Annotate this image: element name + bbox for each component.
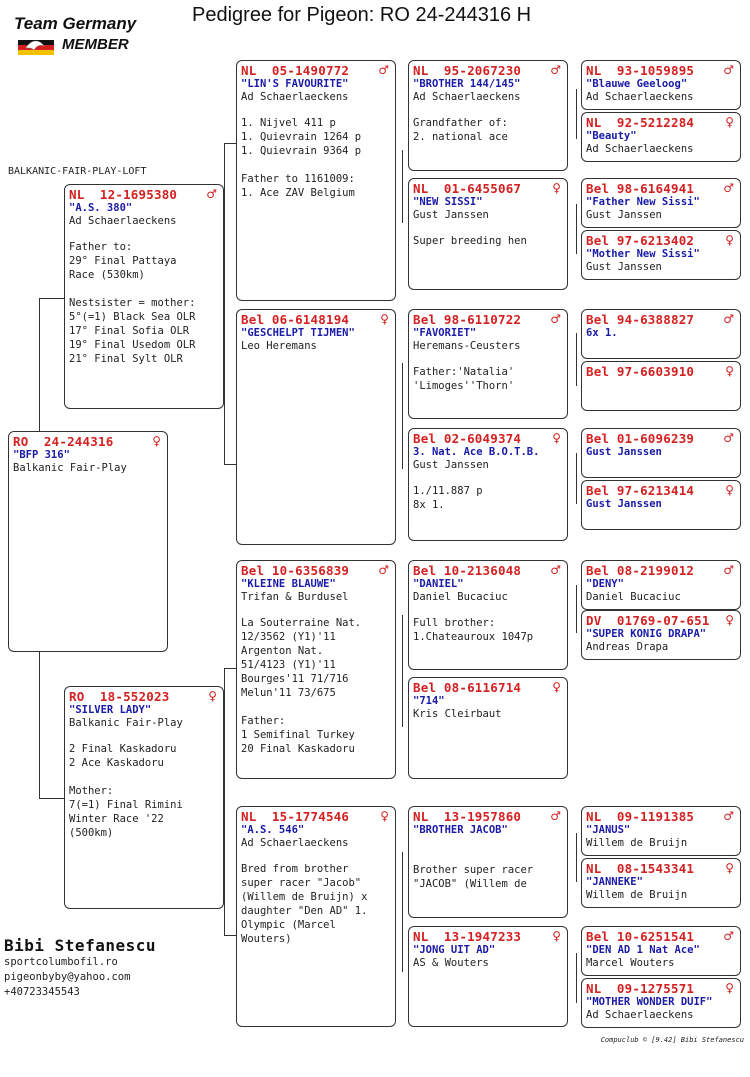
male-sex-icon: ♂	[206, 187, 217, 201]
ring-number: DV 01769-07-651	[586, 613, 710, 628]
pigeon-name: "Mother New Sissi"	[586, 248, 700, 260]
ring-number: Bel 01-6096239	[586, 431, 695, 446]
pigeon-card-g11[interactable]	[581, 806, 741, 856]
pigeon-owner: Ad Schaerlaeckens	[69, 215, 177, 227]
pigeon-name: "Father New Sissi"	[586, 196, 700, 208]
pigeon-card-g6[interactable]	[581, 361, 741, 411]
female-sex-icon: ♀	[380, 809, 389, 823]
pigeon-card-mfm[interactable]	[408, 677, 568, 779]
connector-line	[224, 464, 236, 465]
ring-number: Bel 10-6251541	[586, 929, 695, 944]
pigeon-owner: Marcel Wouters	[586, 957, 675, 969]
pigeon-owner: Kris Cleirbaut	[413, 708, 502, 720]
pigeon-owner: Andreas Drapa	[586, 641, 669, 653]
breeder-name: Bibi Stefanescu	[4, 936, 156, 955]
pigeon-card-father[interactable]	[64, 184, 224, 409]
male-sex-icon: ♂	[550, 809, 561, 823]
breeder-email[interactable]: pigeonbyby@yahoo.com	[4, 971, 131, 983]
female-sex-icon: ♀	[725, 115, 734, 129]
pigeon-card-g7[interactable]	[581, 428, 741, 478]
ring-number: NL 93-1059895	[586, 63, 695, 78]
ring-number: Bel 97-6213414	[586, 483, 695, 498]
female-sex-icon: ♀	[725, 364, 734, 378]
pigeon-owner: Gust Janssen	[586, 261, 662, 273]
female-sex-icon: ♀	[725, 613, 734, 627]
page-title: Pedigree for Pigeon: RO 24-244316 H	[192, 4, 532, 26]
pigeon-owner: Balkanic Fair-Play	[69, 717, 183, 729]
logo-member-text: MEMBER	[62, 36, 129, 53]
connector-line	[576, 453, 577, 504]
ring-number: NL 05-1490772	[241, 63, 350, 78]
pigeon-info: Grandfather of: 2. national ace	[413, 117, 508, 143]
pigeon-card-mmm[interactable]	[408, 926, 568, 1027]
female-sex-icon: ♀	[380, 312, 389, 326]
pigeon-name: "JONG UIT AD"	[413, 944, 496, 956]
pigeon-card-fff[interactable]	[408, 60, 568, 171]
pigeon-owner: Willem de Bruijn	[586, 837, 688, 849]
ring-number: NL 08-1543341	[586, 861, 695, 876]
pigeon-owner: Gust Janssen	[586, 209, 662, 221]
pigeon-card-fmm[interactable]	[408, 428, 568, 541]
ring-number: NL 95-2067230	[413, 63, 522, 78]
ring-number: NL 15-1774546	[241, 809, 350, 824]
pigeon-owner: Gust Janssen	[413, 459, 489, 471]
pigeon-name: "BROTHER JACOB"	[413, 824, 508, 836]
pigeon-info: Father to: 29° Final Pattaya Race (530km) Nestsister = mother: 5°(=1) Black Sea OLR 17° Final Sofia OLR 19° Final Usedom OLR 21° Final Sylt OLR	[69, 241, 196, 365]
pigeon-name: "GESCHELPT TIJMEN"	[241, 327, 355, 339]
team-germany-logo	[14, 14, 164, 58]
connector-line	[576, 953, 577, 1003]
pigeon-info: La Souterraine Nat. 12/3562 (Y1)'11 Argenton Nat. 51/4123 (Y1)'11 Bourges'11 71/716 Melun'11 73/675 Father: 1 Semifinal Turkey 20 Final Kaskadoru	[241, 617, 362, 755]
connector-line	[402, 150, 403, 223]
pigeon-name: "DEN AD 1 Nat Ace"	[586, 944, 700, 956]
pigeon-name: "LIN'S FAVOURITE"	[241, 78, 349, 90]
pigeon-name: "JANUS"	[586, 824, 631, 836]
pigeon-name: 3. Nat. Ace B.O.T.B.	[413, 446, 540, 458]
ring-number: Bel 97-6213402	[586, 233, 695, 248]
ring-number: Bel 02-6049374	[413, 431, 522, 446]
pigeon-name: "DANIEL"	[413, 578, 464, 590]
connector-line	[576, 89, 577, 139]
pigeon-card-g10[interactable]	[581, 610, 741, 660]
pigeon-name: Gust Janssen	[586, 498, 662, 510]
ring-number: Bel 10-2136048	[413, 563, 522, 578]
pigeon-card-g14[interactable]	[581, 978, 741, 1028]
male-sex-icon: ♂	[550, 63, 561, 77]
male-sex-icon: ♂	[550, 563, 561, 577]
pigeon-owner: Ad Schaerlaeckens	[586, 1009, 694, 1021]
pigeon-info: Bred from brother super racer "Jacob" (Willem de Bruijn) x daughter "Den AD" 1. Olympic (Marcel Wouters)	[241, 863, 368, 945]
pigeon-card-g2[interactable]	[581, 112, 741, 162]
female-sex-icon: ♀	[725, 483, 734, 497]
connector-line	[402, 852, 403, 972]
ring-number: NL 09-1191385	[586, 809, 695, 824]
ring-number: Bel 06-6148194	[241, 312, 350, 327]
pigeon-owner: Ad Schaerlaeckens	[586, 143, 694, 155]
female-sex-icon: ♀	[552, 181, 561, 195]
ring-number: Bel 94-6388827	[586, 312, 695, 327]
pigeon-name: "MOTHER WONDER DUIF"	[586, 996, 713, 1008]
connector-line	[402, 363, 403, 469]
male-sex-icon: ♂	[723, 563, 734, 577]
male-sex-icon: ♂	[723, 809, 734, 823]
male-sex-icon: ♂	[723, 63, 734, 77]
connector-line	[224, 668, 225, 935]
ring-number: NL 01-6455067	[413, 181, 522, 196]
connector-line	[402, 615, 403, 727]
logo-team-text: Team Germany	[14, 14, 137, 33]
ring-number: RO 18-552023	[69, 689, 170, 704]
connector-line	[39, 298, 66, 299]
pigeon-card-g5[interactable]	[581, 309, 741, 359]
ring-number: NL 09-1275571	[586, 981, 695, 996]
pigeon-card-mother[interactable]	[64, 686, 224, 909]
pigeon-name: "SUPER KONIG DRAPA"	[586, 628, 707, 640]
pigeon-card-mm[interactable]	[236, 806, 396, 1027]
female-sex-icon: ♀	[152, 434, 161, 448]
male-sex-icon: ♂	[723, 181, 734, 195]
pigeon-owner: Ad Schaerlaeckens	[241, 837, 349, 849]
ring-number: Bel 08-6116714	[413, 680, 522, 695]
male-sex-icon: ♂	[378, 63, 389, 77]
pigeon-info: 1. Nijvel 411 p 1. Quievrain 1264 p 1. Quievrain 9364 p Father to 1161009: 1. Ace ZAV Belgium	[241, 117, 362, 199]
pigeon-owner: Ad Schaerlaeckens	[241, 91, 349, 103]
female-sex-icon: ♀	[552, 929, 561, 943]
pigeon-card-mf[interactable]	[236, 560, 396, 779]
pigeon-name: "DENY"	[586, 578, 624, 590]
footer-credit: Compuclub © [9.42] Bibi Stefanescu	[600, 1036, 744, 1044]
pigeon-owner: Heremans-Ceusters	[413, 340, 521, 352]
ring-number: Bel 98-6164941	[586, 181, 695, 196]
pigeon-name: "JANNEKE"	[586, 876, 643, 888]
pigeon-card-g3[interactable]	[581, 178, 741, 228]
pigeon-owner: Gust Janssen	[413, 209, 489, 221]
pigeon-name: "KLEINE BLAUWE"	[241, 578, 336, 590]
pigeon-card-g9[interactable]	[581, 560, 741, 610]
pigeon-card-fmf[interactable]	[408, 309, 568, 419]
pigeon-name: Gust Janssen	[586, 446, 662, 458]
loft-name: BALKANIC-FAIR-PLAY-LOFT	[8, 166, 147, 177]
connector-line	[576, 204, 577, 254]
pigeon-card-ffm[interactable]	[408, 178, 568, 290]
pigeon-card-fm[interactable]	[236, 309, 396, 545]
pigeon-card-g1[interactable]	[581, 60, 741, 110]
male-sex-icon: ♂	[723, 312, 734, 326]
breeder-website[interactable]: sportcolumbofil.ro	[4, 956, 118, 968]
male-sex-icon: ♂	[723, 431, 734, 445]
ring-number: NL 92-5212284	[586, 115, 695, 130]
connector-line	[576, 833, 577, 882]
male-sex-icon: ♂	[550, 312, 561, 326]
pigeon-name: 6x 1.	[586, 327, 618, 339]
pigeon-owner: Leo Heremans	[241, 340, 317, 352]
breeder-phone: +40723345543	[4, 986, 80, 998]
pigeon-owner: Balkanic Fair-Play	[13, 462, 127, 474]
pigeon-card-g12[interactable]	[581, 858, 741, 908]
connector-line	[224, 143, 225, 464]
female-sex-icon: ♀	[552, 680, 561, 694]
pigeon-name: "BFP 316"	[13, 449, 70, 461]
connector-line	[39, 298, 40, 432]
pigeon-owner: AS & Wouters	[413, 957, 489, 969]
pigeon-owner: Daniel Bucaciuc	[413, 591, 508, 603]
pigeon-card-mff[interactable]	[408, 560, 568, 670]
connector-line	[576, 585, 577, 633]
pigeon-card-ff[interactable]	[236, 60, 396, 301]
ring-number: NL 13-1947233	[413, 929, 522, 944]
pigeon-info: 1./11.887 p 8x 1.	[413, 485, 483, 511]
female-sex-icon: ♀	[208, 689, 217, 703]
pigeon-owner: Daniel Bucaciuc	[586, 591, 681, 603]
female-sex-icon: ♀	[552, 431, 561, 445]
ring-number: Bel 97-6603910	[586, 364, 695, 379]
ring-number: Bel 10-6356839	[241, 563, 350, 578]
pigeon-info: Brother super racer "JACOB" (Willem de	[413, 864, 534, 890]
pigeon-card-g4[interactable]	[581, 230, 741, 280]
connector-line	[39, 652, 40, 798]
pigeon-name: "A.S. 546"	[241, 824, 305, 836]
male-sex-icon: ♂	[378, 563, 389, 577]
pigeon-info: Super breeding hen	[413, 235, 527, 247]
pigeon-info: Full brother: 1.Chateauroux 1047p	[413, 617, 534, 643]
pigeon-card-g13[interactable]	[581, 926, 741, 976]
connector-line	[224, 935, 236, 936]
ring-number: NL 12-1695380	[69, 187, 178, 202]
pigeon-owner: Willem de Bruijn	[586, 889, 688, 901]
pigeon-owner: Trifan & Burdusel	[241, 591, 349, 603]
pigeon-name: "714"	[413, 695, 445, 707]
ring-number: Bel 98-6110722	[413, 312, 522, 327]
ring-number: Bel 08-2199012	[586, 563, 695, 578]
pigeon-info: Father:'Natalia' 'Limoges''Thorn'	[413, 366, 515, 392]
ring-number: RO 24-244316	[13, 434, 114, 449]
connector-line	[224, 143, 236, 144]
pigeon-info: 2 Final Kaskadoru 2 Ace Kaskadoru Mother: 7(=1) Final Rimini Winter Race '22 (500km)	[69, 743, 183, 839]
male-sex-icon: ♂	[723, 929, 734, 943]
ring-number: NL 13-1957860	[413, 809, 522, 824]
pigeon-owner: Ad Schaerlaeckens	[413, 91, 521, 103]
female-sex-icon: ♀	[725, 861, 734, 875]
pigeon-name: "Beauty"	[586, 130, 637, 142]
pigeon-owner: Ad Schaerlaeckens	[586, 91, 694, 103]
pigeon-card-g8[interactable]	[581, 480, 741, 530]
pigeon-card-mmf[interactable]	[408, 806, 568, 918]
pigeon-name: "A.S. 380"	[69, 202, 133, 214]
pigeon-name: "Blauwe Geeloog"	[586, 78, 688, 90]
breeder-contact	[4, 936, 156, 1000]
pigeon-name: "SILVER LADY"	[69, 704, 152, 716]
pigeon-name: "FAVORIET"	[413, 327, 477, 339]
connector-line	[224, 668, 236, 669]
pigeon-name: "BROTHER 144/145"	[413, 78, 521, 90]
pigeon-card-subject[interactable]	[8, 431, 168, 652]
pigeon-name: "NEW SISSI"	[413, 196, 483, 208]
germany-flag-icon	[18, 38, 56, 58]
female-sex-icon: ♀	[725, 981, 734, 995]
female-sex-icon: ♀	[725, 233, 734, 247]
connector-line	[39, 798, 66, 799]
connector-line	[576, 333, 577, 386]
